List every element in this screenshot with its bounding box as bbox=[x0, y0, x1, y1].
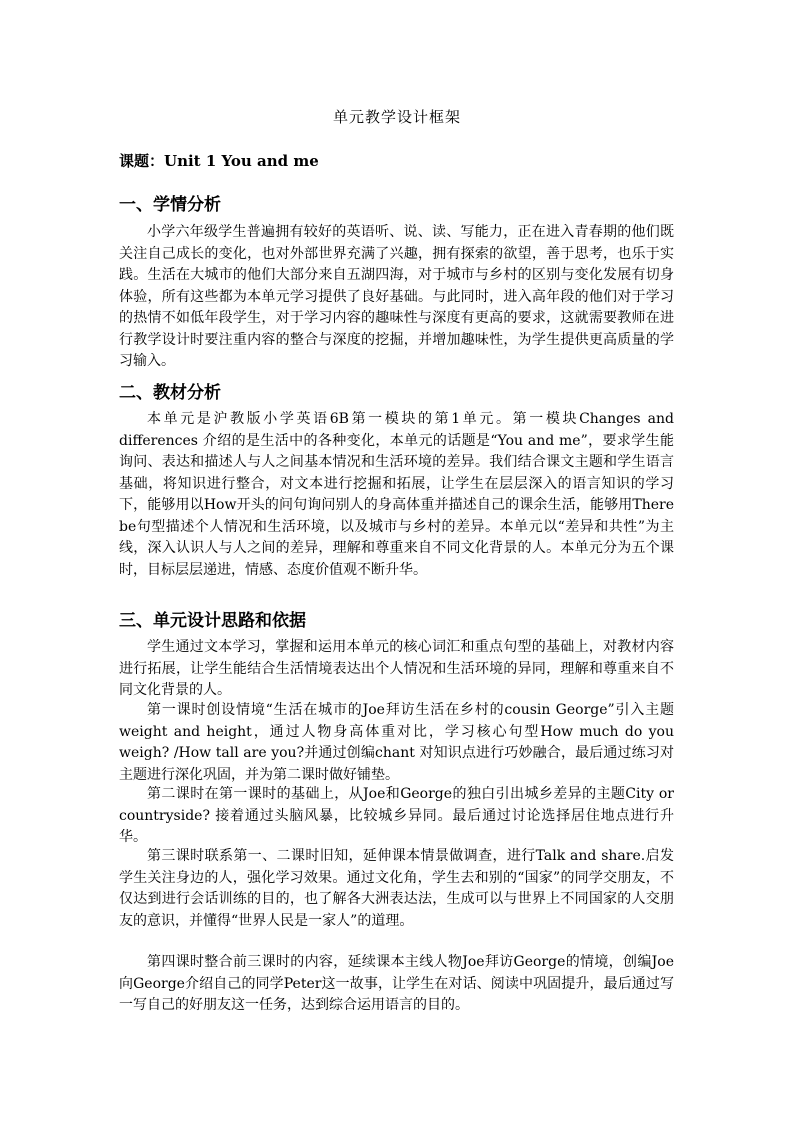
paragraph: 第三课时联系第一、二课时旧知，延伸课本情景做调查，进行Talk and share.启发学生关注身边的人，强化学习效果。通过文化角，学生去和别的“国家”的同学交朋友，不仅达到进行会话训练的目的，也了解各大洲表达法，生成可以与世界上不同国家的人交朋友的意识，并懂得“世界人民是一家人”的道理。 bbox=[119, 848, 674, 929]
document-title: 单元教学设计框架 bbox=[332, 108, 461, 126]
paragraph: 小学六年级学生普遍拥有较好的英语听、说、读、写能力，正在进入青春期的他们既关注自己成长的变化，也对外部世界充满了兴趣，拥有探索的欲望，善于思考，也乐于实践。生活在大城市的他们大部分来自五湖四海，对于城市与乡村的区别与变化发展有切身体验，所有这些都为本单元学习提供了良好基础。与此同时，进入高年段的他们对于学习的热情不如低年段学生，对于学习内容的趣味性与深度有更高的要求，这就需要教师在进行教学设计时要注重内容的整合与深度的挖掘，并增加趣味性，为学生提供更高质量的学习输入。 bbox=[119, 224, 674, 369]
paragraph: 第一课时创设情境“生活在城市的Joe拜访生活在乡村的cousin George”引入主题 weight and height，通过人物身高体重对比，学习核心句型How much do you weigh? /How tall are you?并通过创编chant 对知识点进行巧妙融合，最后通过练习对主题进行深化巩固，并为第二课时做好铺垫。 bbox=[119, 702, 674, 783]
paragraph: 学生通过文本学习，掌握和运用本单元的核心词汇和重点句型的基础上，对教材内容进行拓展，让学生能结合生活情境表达出个人情况和生活环境的异同，理解和尊重来自不同文化背景的人。 bbox=[119, 639, 674, 698]
section-heading-design-rationale: 三、单元设计思路和依据 bbox=[119, 611, 306, 631]
paragraph: 第四课时整合前三课时的内容，延续课本主线人物Joe拜访George的情境，创编Joe向George介绍自己的同学Peter这一故事，让学生在对话、阅读中巩固提升，最后通过写一写自己的好朋友这一任务，达到综合运用语言的目的。 bbox=[119, 954, 674, 1013]
section-heading-student-analysis: 一、学情分析 bbox=[119, 195, 221, 215]
section-heading-textbook-analysis: 二、教材分析 bbox=[119, 383, 221, 403]
paragraph: 本单元是沪教版小学英语6B第一模块的第1单元。第一模块Changes and differences 介绍的是生活中的各种变化，本单元的话题是“You and me”，要求学生能询问、表达和描述人与人之间基本情况和生活环境的差异。我们结合课文主题和学生语言基础，将知识进行整合，对文本进行挖掘和拓展，让学生在层层深入的语言知识的学习下，能够用以How开头的问句询问别人的身高体重并描述自己的课余生活，能够用There be句型描述个人情况和生活环境，以及城市与乡村的差异。本单元以“差异和共性”为主线，深入认识人与人之间的差异，理解和尊重来自不同文化背景的人。本单元分为五个课时，目标层层递进，情感、态度价值观不断升华。 bbox=[119, 411, 674, 578]
paragraph: 第二课时在第一课时的基础上，从Joe和George的独白引出城乡差异的主题City or countryside? 接着通过头脑风暴，比较城乡异同。最后通过讨论选择居住地点进行升华。 bbox=[119, 786, 674, 845]
lesson-topic: 课题：Unit 1 You and me bbox=[119, 152, 319, 170]
